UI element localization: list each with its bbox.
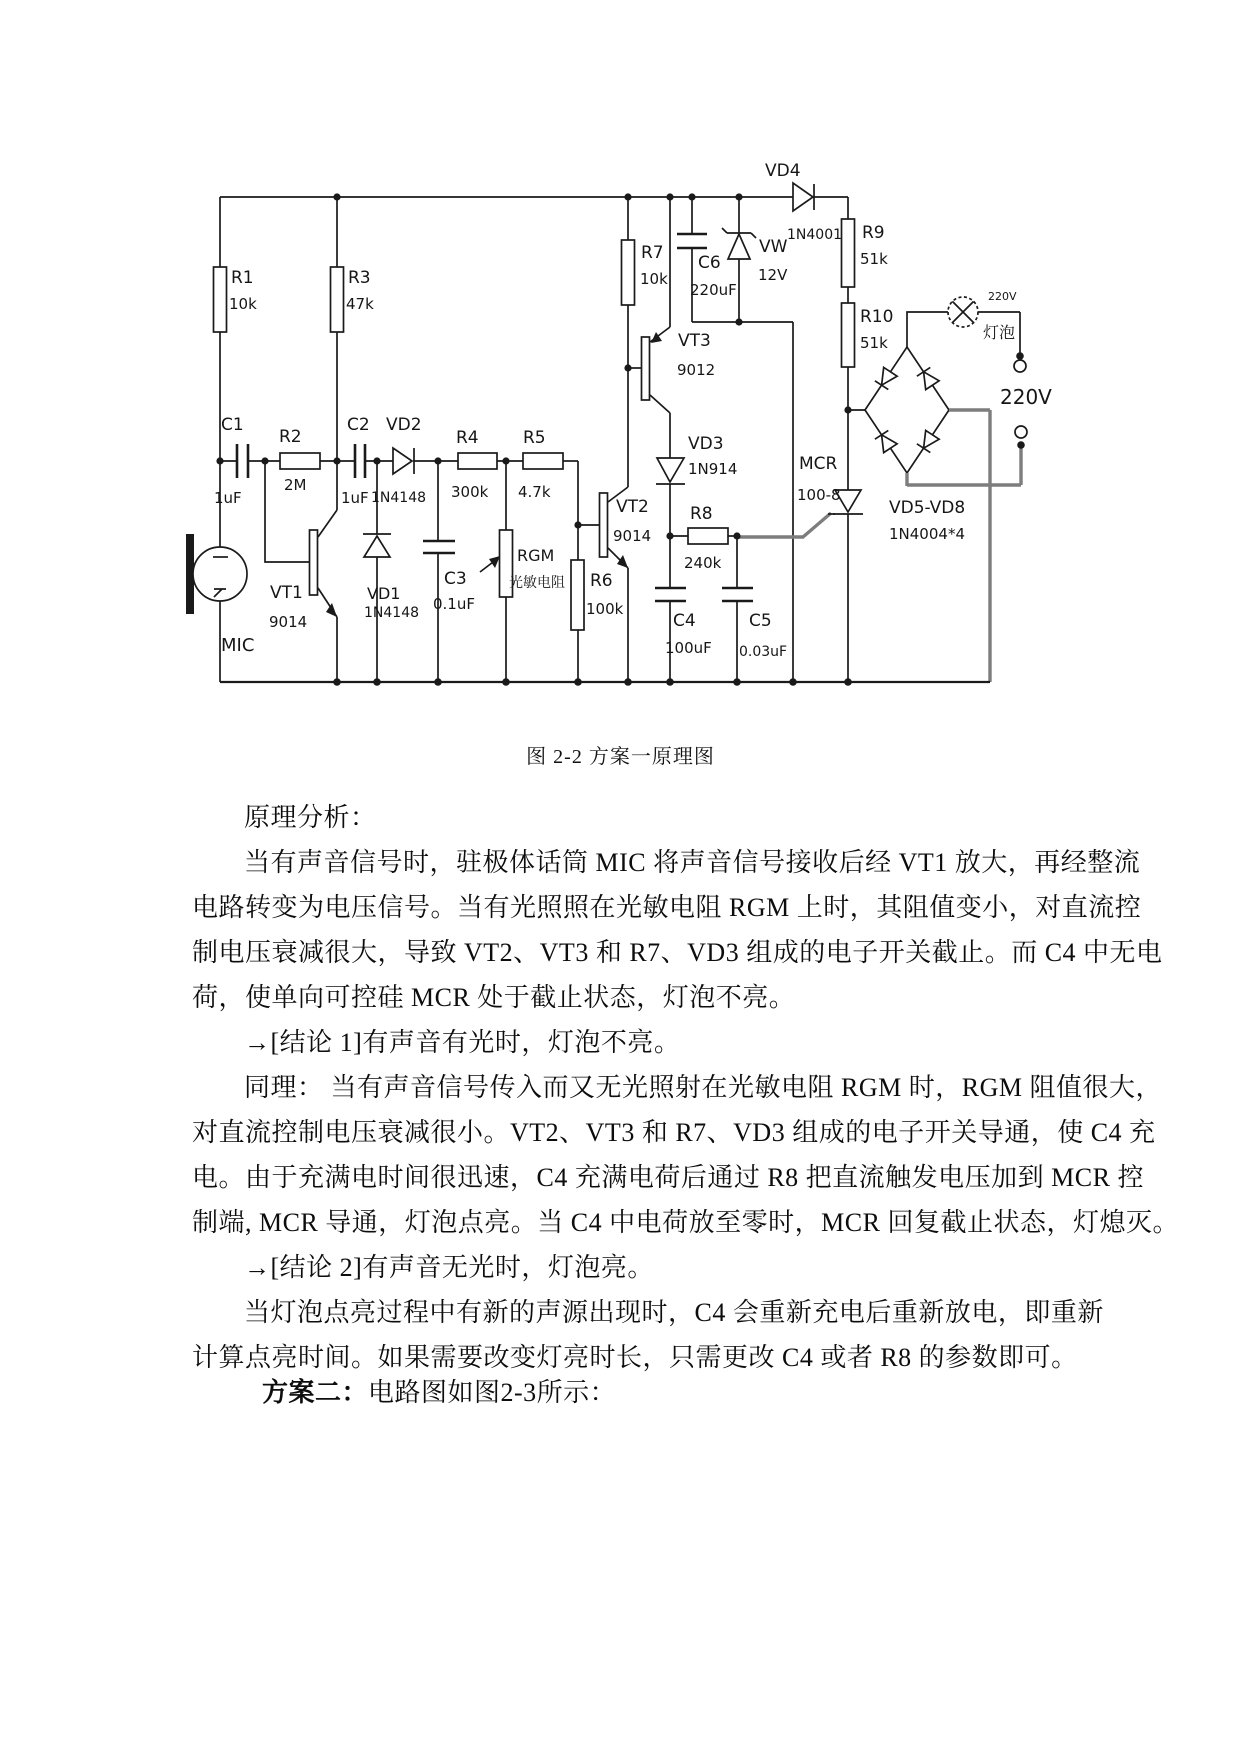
circuit-diagram — [0, 0, 1241, 720]
component-label: R7 — [641, 243, 664, 263]
component-label: R3 — [348, 268, 371, 288]
resistor-R2 — [280, 453, 320, 469]
component-label: C4 — [673, 611, 696, 631]
mains-terminal-bottom — [1015, 426, 1027, 438]
component-label: RGM — [517, 546, 555, 565]
scheme2-bold: 方案二： — [262, 1378, 369, 1407]
component-label: 100-8 — [797, 486, 841, 504]
component-label: 10k — [229, 295, 257, 313]
scheme2-heading — [192, 1372, 1192, 1409]
zener-VW — [728, 234, 750, 259]
component-label: 光敏电阻 — [509, 575, 565, 591]
component-label: VD3 — [688, 434, 724, 454]
resistor-R1 — [214, 267, 227, 332]
component-label: R10 — [860, 307, 894, 327]
component-label: 47k — [346, 295, 374, 313]
component-label: C6 — [698, 253, 721, 273]
component-label: 51k — [860, 250, 888, 268]
component-label: 12V — [758, 266, 788, 284]
microphone-MIC — [186, 534, 247, 614]
component-label: 51k — [860, 334, 888, 352]
component-label: MIC — [221, 635, 255, 656]
component-label: VT2 — [616, 497, 649, 517]
transistor-VT3 — [642, 337, 650, 400]
component-label: C3 — [444, 569, 467, 589]
transistor-VT1 — [310, 530, 318, 595]
component-label: 300k — [451, 483, 489, 501]
component-label: C2 — [347, 415, 370, 435]
diode-VD1 — [364, 536, 390, 557]
document-line: 电。由于充满电时间很迅速，C4 充满电荷后通过 R8 把直流触发电压加到 MCR 控 — [192, 1163, 1144, 1192]
mains-terminal-top — [1014, 360, 1026, 372]
component-label: VD5-VD8 — [889, 498, 966, 518]
component-label: 1N914 — [688, 460, 738, 478]
document-line: 同理： 当有声音信号传入而又无光照射在光敏电阻 RGM 时，RGM 阻值很大， — [244, 1073, 1162, 1102]
resistor-R3 — [331, 267, 344, 332]
rgm-arrow-icon — [489, 556, 500, 568]
component-label: 240k — [684, 554, 722, 572]
diode-VD4 — [793, 183, 813, 211]
document-line: 制电压衰减很大，导致 VT2、VT3 和 R7、VD3 组成的电子开关截止。而 C4 中无电 — [192, 938, 1163, 967]
analysis-text — [192, 795, 1179, 1380]
component-label: 220uF — [690, 281, 737, 299]
document-line: 计算点亮时间。如果需要改变灯亮时长，只需更改 C4 或者 R8 的参数即可。 — [192, 1343, 1078, 1372]
document-line: 制端, MCR 导通，灯泡点亮。当 C4 中电荷放至零时，MCR 回复截止状态，灯熄灭。 — [192, 1208, 1179, 1237]
resistor-R5 — [523, 453, 563, 469]
component-label: 100uF — [665, 639, 712, 657]
document-line: →[结论 2]有声音无光时，灯泡亮。 — [244, 1253, 654, 1282]
component-label: R1 — [231, 268, 254, 288]
component-label: VD4 — [765, 161, 801, 181]
diode-VD3 — [657, 458, 684, 482]
lamp-and-mains — [948, 297, 1027, 438]
component-labels — [214, 161, 1052, 660]
component-label: R2 — [279, 427, 302, 447]
component-label: 1N4148 — [371, 490, 427, 506]
component-label: 9014 — [269, 613, 308, 631]
component-label: 9014 — [613, 527, 652, 545]
component-label: 10k — [640, 270, 668, 288]
document-line: 当有声音信号时，驻极体话筒 MIC 将声音信号接收后经 VT1 放大，再经整流 — [244, 848, 1141, 877]
component-label: 220V — [988, 290, 1017, 303]
bridge-VD5-VD8 — [875, 367, 939, 452]
resistor-R8 — [688, 528, 728, 544]
scheme2-rest: 电路图如图2-3所示： — [368, 1378, 617, 1407]
resistor-R9 — [842, 219, 855, 287]
component-label: VT1 — [270, 583, 303, 603]
component-label: R9 — [862, 223, 885, 243]
component-label: VW — [759, 237, 788, 257]
component-label: 1uF — [214, 489, 242, 507]
component-label: 1uF — [341, 489, 369, 507]
component-label: 0.03uF — [739, 644, 788, 660]
component-label: C5 — [749, 611, 772, 631]
resistor-R7 — [622, 240, 635, 305]
document-line: 电路转变为电压信号。当有光照照在光敏电阻 RGM 上时，其阻值变小，对直流控 — [192, 893, 1142, 922]
component-label: C1 — [221, 415, 244, 435]
resistor-R10 — [842, 303, 855, 367]
component-label: VD2 — [386, 415, 422, 435]
component-label: 220V — [1000, 385, 1052, 409]
resistor-R4 — [458, 453, 497, 469]
component-label: 2M — [284, 476, 307, 494]
transistor-VT2 — [600, 493, 608, 557]
component-label: VT3 — [678, 331, 711, 351]
component-label: 9012 — [677, 361, 716, 379]
document-line: →[结论 1]有声音有光时，灯泡不亮。 — [244, 1028, 681, 1057]
component-label: VD1 — [367, 584, 401, 603]
component-label: 灯泡 — [983, 323, 1016, 342]
component-label: MCR — [799, 454, 838, 474]
component-label: 1N4148 — [364, 605, 420, 621]
component-label: 0.1uF — [433, 595, 475, 613]
vt2-emitter-arrow-icon — [617, 555, 628, 568]
component-label: R5 — [523, 428, 546, 448]
component-label: R4 — [456, 428, 479, 448]
resistor-R6 — [571, 560, 584, 630]
component-label: 4.7k — [518, 483, 551, 501]
document-line: 当灯泡点亮过程中有新的声源出现时，C4 会重新充电后重新放电，即重新 — [244, 1298, 1104, 1327]
document-line: 原理分析： — [244, 803, 377, 832]
figure-caption: 图 2-2 方案一原理图 — [526, 746, 715, 768]
component-label: 1N4004*4 — [889, 525, 965, 543]
document-line: 对直流控制电压衰减很小。VT2、VT3 和 R7、VD3 组成的电子开关导通，使 C4 充 — [192, 1118, 1156, 1147]
diode-VD2 — [393, 448, 412, 474]
component-label: 100k — [586, 600, 624, 618]
component-label: 1N4001 — [787, 227, 843, 243]
component-label: R6 — [590, 571, 613, 591]
vt1-emitter-arrow-icon — [326, 603, 337, 617]
component-label: R8 — [690, 504, 713, 524]
document-line: 荷，使单向可控硅 MCR 处于截止状态，灯泡不亮。 — [192, 983, 796, 1012]
